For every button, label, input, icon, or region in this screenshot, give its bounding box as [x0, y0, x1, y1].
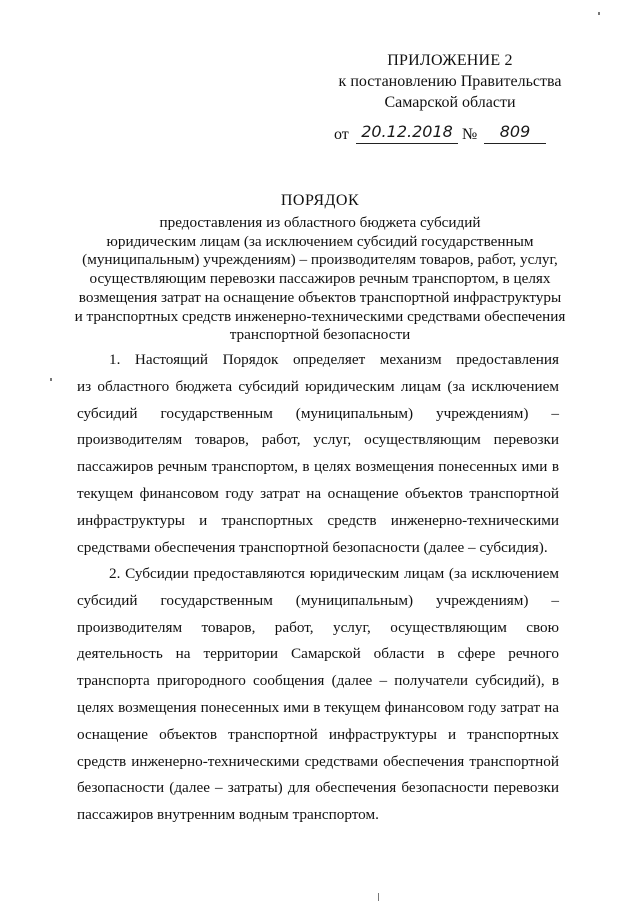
paragraph-1 [77, 347, 559, 561]
heading-subtitle-line: и транспортных средств инженерно-техническими средствами обеспечения [74, 307, 566, 325]
from-label: от [334, 126, 349, 143]
scan-speck [378, 893, 379, 901]
heading-subtitle-line: предоставления из областного бюджета субсидий [159, 214, 481, 231]
paragraph-line: текущем финансовом году затрат на оснащение объектов транспортной [77, 484, 559, 502]
paragraph-line: оснащение объектов транспортной инфраструктуры и транспортных [77, 725, 559, 743]
paragraph-line: производителям товаров, работ, услуг, осуществляющим перевозки [77, 431, 559, 449]
appendix-title: ПРИЛОЖЕНИЕ 2 [387, 52, 513, 69]
paragraph-line: 2. Субсидии предоставляются юридическим лицам (за исключением [109, 565, 559, 582]
paragraph-line: пассажиров внутренним водным транспортом. [77, 806, 379, 824]
scan-speck [50, 378, 52, 381]
paragraph-line: целях возмещения понесенных ими в текущем финансовом году затрат на [77, 698, 559, 716]
heading-subtitle-line: возмещения затрат на оснащение объектов транспортной инфраструктуры [78, 288, 562, 306]
heading-subtitle-line: осуществляющим перевозки пассажиров речным транспортом, в целях [89, 270, 551, 288]
paragraph-line: инфраструктуры и транспортных средств инженерно-техническими [77, 511, 559, 529]
appendix-block [330, 50, 570, 113]
handwritten-number: 809 [484, 122, 546, 144]
appendix-region-line: Самарской области [384, 94, 516, 111]
heading-subtitle-line: транспортной безопасности [229, 326, 411, 344]
document-heading [60, 190, 580, 345]
paragraph-line: из областного бюджета субсидий юридическим лицам (за исключением [77, 377, 559, 395]
paragraph-line: субсидий государственным (муниципальным) учреждениям) – [77, 404, 559, 422]
paragraph-line: субсидий государственным (муниципальным) учреждениям) – [77, 591, 559, 609]
paragraph-line: транспорта пригородного сообщения (далее – получатели субсидий), в [77, 672, 559, 690]
handwritten-date: 20.12.2018 [356, 122, 458, 144]
paragraph-line: 1. Настоящий Порядок определяет механизм предоставления [109, 351, 559, 368]
paragraph-line: производителям товаров, работ, услуг, осуществляющим свою [77, 618, 559, 636]
paragraph-line: деятельность на территории Самарской области в сфере речного [77, 645, 559, 663]
paragraph-line: пассажиров речным транспортом, в целях возмещения понесенных ими в [77, 458, 559, 476]
date-number-line [334, 122, 574, 150]
paragraph-2 [77, 561, 559, 829]
heading-subtitle [60, 214, 580, 345]
heading-title: ПОРЯДОК [280, 192, 360, 209]
paragraph-line: средствами обеспечения транспортной безопасности (далее – субсидия). [77, 538, 548, 556]
paragraph-line: средств инженерно-техническими средствами обеспечения транспортной [77, 752, 559, 770]
heading-subtitle-line: юридическим лицам (за исключением субсидий государственным [106, 232, 534, 250]
scan-speck [598, 12, 600, 15]
paragraph-line: безопасности (далее – затраты) для обеспечения безопасности перевозки [77, 779, 559, 797]
heading-subtitle-line: (муниципальным) учреждениям) – производителям товаров, работ, услуг, [82, 251, 558, 269]
number-label: № [462, 126, 478, 143]
appendix-resolution-line: к постановлению Правительства [338, 73, 562, 90]
